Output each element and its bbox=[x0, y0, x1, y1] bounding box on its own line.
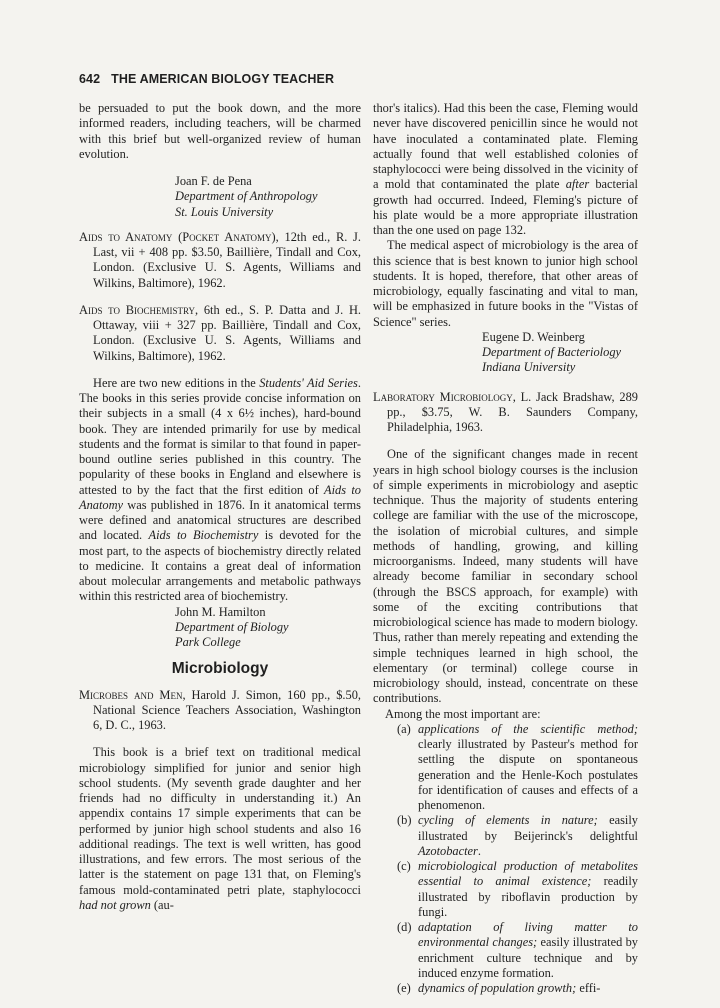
journal-title: THE AMERICAN BIOLOGY TEACHER bbox=[111, 72, 335, 86]
reviewer-dept: Department of Anthropology bbox=[175, 189, 318, 204]
list-item: (d) adaptation of living matter to environmental changes; easily illustrated by enrichment culture technique and by induced enzyme formation. bbox=[397, 920, 638, 980]
reviewer-dept: Department of Bacteriology bbox=[482, 345, 622, 359]
review-paragraph: thor's italics). Had this been the case, Fleming would never have discovered penicillin since he would not have inoculated a contaminated plate. Fleming actually found that well established colonies of staphylococci were being dissolved in the vicinity of a mold that contaminated the plate after bacterial growth had occurred. Indeed, Fleming's picture of his plate would be a more appropriate illustration than the one used on page 132. bbox=[373, 101, 638, 237]
left-column bbox=[79, 101, 361, 913]
list-item: (a) applications of the scientific method; clearly illustrated by Pasteur's method for settling the dispute on spontaneous generation and the Henle-Koch postulates for identification of causes and effects of a phenomenon. bbox=[397, 721, 638, 812]
list-item: (c) microbiological production of metabolites essential to animal existence; readily illustrated by riboflavin production by fungi. bbox=[397, 859, 638, 919]
book-reference: Microbes and Men, Harold J. Simon, 160 pp., $.50, National Science Teachers Association, Washington 6, D. C., 1963. bbox=[79, 687, 361, 732]
page-number: 642 bbox=[79, 72, 101, 86]
section-heading: Microbiology bbox=[171, 660, 269, 678]
book-reference: Aids to Anatomy (Pocket Anatomy), 12th ed., R. J. Last, vii + 408 pp. $3.50, Baillière, Tindall and Cox, London. (Exclusive U. S. Agents, Williams and Wilkins, Baltimore), 1962. bbox=[79, 229, 361, 290]
reviewer-name: Joan F. de Pena bbox=[175, 174, 252, 188]
review-paragraph: The medical aspect of microbiology is the area of this science that is best known to junior high school students. It is hoped, therefore, that other areas of microbiology, equally fascinating and vital to man, will be emphasized in future books in the "Vistas of Science" series. bbox=[373, 238, 638, 329]
book-reference: Aids to Biochemistry, 6th ed., S. P. Datta and J. H. Ottaway, viii + 327 pp. Baillière, Tindall and Cox, London. (Exclusive U. S. Agents, Williams and Wilkins, Baltimore), 1962. bbox=[79, 302, 361, 363]
intro-paragraph: be persuaded to put the book down, and the more informed readers, including teachers, will be charmed with this brief but well-organized review of human evolution. bbox=[79, 101, 361, 161]
right-column bbox=[373, 101, 638, 996]
running-header bbox=[79, 72, 334, 86]
review-paragraph: Here are two new editions in the Students' Aid Series. The books in this series provide concise information on their subjects in a small (4 x 6½ inches), hard-bound book. They are intended primarily for use by medical students and the format is similar to that found in paper-bound outline series published in this country. The popularity of these books in England and elsewhere is attested to by the fact that the first edition of Aids to Anatomy was published in 1876. In it anatomical terms were defined and anatomical structures are described and located. Aids to Biochemistry is devoted for the most part, to the aspects of biochemistry directly related to medicine. It contains a great deal of information about molecular arrangements and metabolic pathways within this restricted area of biochemistry. bbox=[79, 375, 362, 604]
review-paragraph: This book is a brief text on traditional medical microbiology simplified for junior and senior high school students. (My seventh grade daughter and her friends had no difficulty in understanding it.) An appendix contains 17 simple experiments that can be performed by junior high school students and also 16 additional readings. The text is well written, has good illustrations, and few errors. The most serious of the latter is the statement on page 131 that, on Fleming's famous mold-contaminated petri plate, staphylococci had not grown (au- bbox=[79, 745, 361, 912]
list-item: (b) cycling of elements in nature; easily illustrated by Beijerinck's delightful Azotobacter. bbox=[397, 813, 639, 858]
reviewer-org: Indiana University bbox=[482, 360, 576, 375]
reviewer-name: John M. Hamilton bbox=[175, 604, 266, 619]
review-paragraph: One of the significant changes made in recent years in high school biology courses is the inclusion of simple experiments in microbiology and aseptic technique. Thus the majority of students entering college are familiar with the use of the microscope, the isolation of microbial cultures, and simple methods of handling, growing, and killing microorganisms. Indeed, many students will have already become familiar in secondary school (through the BSCS approach, for example) with some of the exciting contributions that microbiological science has made to modern biology. Thus, rather than merely repeating and extending the simple techniques learned in high school, the elementary (or terminal) college course in microbiology should, instead, concentrate on these contributions. bbox=[373, 447, 638, 706]
reviewer-org: St. Louis University bbox=[175, 204, 274, 219]
reviewer-org: Park College bbox=[175, 635, 241, 649]
reviewer-name: Eugene D. Weinberg bbox=[482, 329, 585, 344]
reviewer-dept: Department of Biology bbox=[175, 619, 289, 634]
list-intro: Among the most important are: bbox=[385, 706, 541, 721]
book-reference: Laboratory Microbiology, L. Jack Bradshaw, 289 pp., $3.75, W. B. Saunders Company, Philadelphia, 1963. bbox=[373, 389, 638, 434]
list-item: (e) dynamics of population growth; effi- bbox=[397, 981, 601, 995]
